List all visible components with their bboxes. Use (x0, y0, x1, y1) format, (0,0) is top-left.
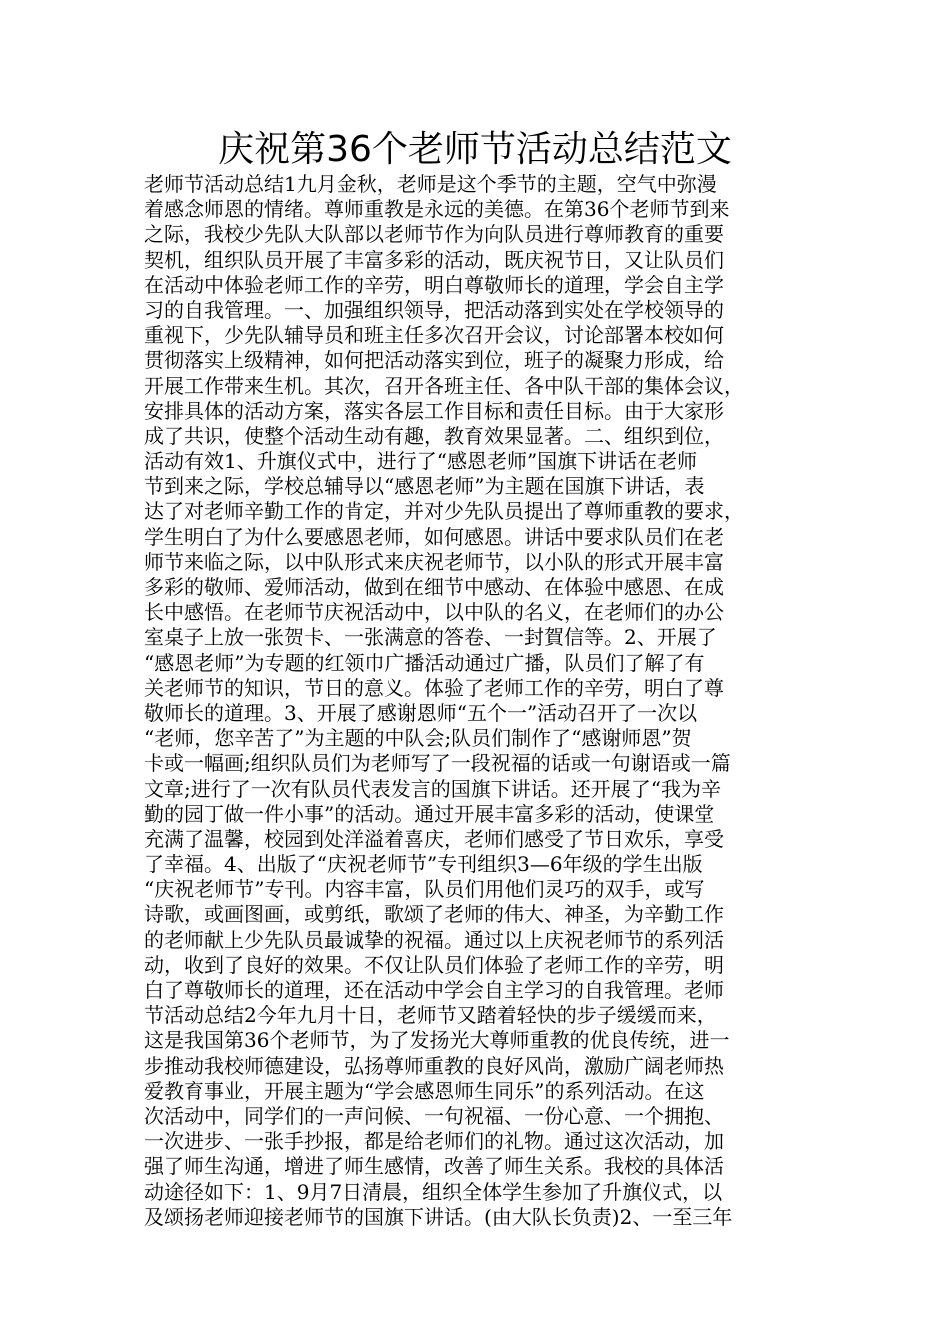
body-text-line: 及颂扬老师迎接老师节的国旗下讲话。(由大队长负责)2、一至三年 (144, 1204, 733, 1229)
body-text-line: 强了师生沟通，增进了师生感情，改善了师生关系。我校的具体活 (144, 1154, 724, 1179)
body-text-line: 多彩的敬师、爱师活动，做到在细节中感动、在体验中感恩、在成 (144, 575, 724, 599)
body-text-line: 习的自我管理。一、加强组织领导，把活动落到实处在学校领导的 (144, 297, 724, 322)
body-text-line: 了幸福。4、出版了“庆祝老师节”专刊组织3—6年级的学生出版 (144, 852, 703, 877)
body-text-line: 一次进步、一张手抄报，都是给老师们的礼物。通过这次活动，加 (144, 1129, 724, 1154)
body-text-line: 诗歌，或画图画，或剪纸，歌颂了老师的伟大、神圣，为辛勤工作 (144, 902, 724, 927)
body-text-line: 之际，我校少先队大队部以老师节作为向队员进行尊师教育的重要 (144, 222, 724, 247)
body-text-line: 长中感悟。在老师节庆祝活动中，以中队的名义，在老师们的办公 (144, 600, 724, 625)
body-text-line: 爱教育事业，开展主题为“学会感恩师生同乐”的系列活动。在这 (144, 1078, 705, 1103)
body-text-line: “庆祝老师节”专刊。内容丰富，队员们用他们灵巧的双手，或写 (144, 877, 705, 902)
body-text-line: 学生明白了为什么要感恩老师，如何感恩。讲话中要求队员们在老 (144, 524, 724, 549)
body-text-line: 重视下，少先队辅导员和班主任多次召开会议，讨论部署本校如何 (144, 323, 724, 348)
body-text-line: 在活动中体验老师工作的辛劳，明白尊敬师长的道理，学会自主学 (144, 272, 724, 297)
body-text-line: 节活动总结2今年九月十日，老师节又踏着轻快的步子缓缓而来， (144, 1003, 717, 1028)
body-text-line: 白了尊敬师长的道理，还在活动中学会自主学习的自我管理。老师 (144, 978, 724, 1002)
body-text-line: 师节来临之际，以中队形式来庆祝老师节，以小队的形式开展丰富 (144, 549, 724, 574)
body-text-line: 动，收到了良好的效果。不仅让队员们体验了老师工作的辛劳，明 (144, 952, 724, 977)
body-text-line: 的老师献上少先队员最诚挚的祝福。通过以上庆祝老师节的系列活 (144, 927, 724, 952)
body-text-line: “老师，您辛苦了”为主题的中队会;队员们制作了“感谢师恩”贺 (144, 726, 692, 751)
body-text-line: 达了对老师辛勤工作的肯定，并对少先队员提出了尊师重教的要求， (144, 499, 744, 524)
body-text-line: 这是我国第36个老师节，为了发扬光大尊师重教的优良传统，进一 (144, 1028, 730, 1053)
body-text-line: 关老师节的知识，节日的意义。体验了老师工作的辛劳，明白了尊 (144, 675, 724, 700)
body-text-line: 卡或一幅画;组织队员们为老师写了一段祝福的话或一句谢语或一篇 (144, 751, 731, 776)
body-text-line: 步推动我校师德建设，弘扬尊师重教的良好风尚，激励广阔老师热 (144, 1053, 724, 1078)
body-text-line: 动途径如下：1、9月7日清晨，组织全体学生参加了升旗仪式，以 (144, 1179, 723, 1204)
body-text-line: 勤的园丁做一件小事”的活动。通过开展丰富多彩的活动，使课堂 (144, 801, 715, 826)
body-text-line: 契机，组织队员开展了丰富多彩的活动，既庆祝节日，又让队员们 (144, 247, 724, 272)
body-text-line: 贯彻落实上级精神，如何把活动落实到位，班子的凝聚力形成，给 (144, 348, 724, 373)
body-text-line: 老师节活动总结1九月金秋，老师是这个季节的主题，空气中弥漫 (144, 172, 717, 196)
body-text-line: 安排具体的活动方案，落实各层工作目标和责任目标。由于大家形 (144, 398, 724, 423)
body-text-line: 开展工作带来生机。其次，召开各班主任、各中队干部的集体会议， (144, 373, 744, 398)
body-text-line: 着感念师恩的情绪。尊师重教是永远的美德。在第36个老师节到来 (144, 197, 730, 222)
body-text-line: 活动有效1、升旗仪式中，进行了“感恩老师”国旗下讲话在老师 (144, 449, 698, 474)
body-text-line: 节到来之际，学校总辅导以“感恩老师”为主题在国旗下讲话，表 (144, 474, 705, 499)
body-text-line: 充满了温馨，校园到处洋溢着喜庆，老师们感受了节日欢乐，享受 (144, 826, 724, 851)
body-text-line: 敬师长的道理。3、开展了感谢恩师“五个一”活动召开了一次以 (144, 700, 698, 725)
body-text-line: 室桌子上放一张贺卡、一张满意的答卷、一封賀信等。2、开展了 (144, 625, 717, 650)
document-body (144, 172, 808, 1230)
body-text-line: 文章;进行了一次有队员代表发言的国旗下讲话。还开展了“我为辛 (144, 776, 721, 801)
body-text-line: “感恩老师”为专题的红领巾广播活动通过广播，队员们了解了有 (144, 650, 705, 675)
document-title: 庆祝第36个老师节活动总结范文 (218, 129, 732, 170)
body-text-line: 次活动中，同学们的一声问候、一句祝福、一份心意、一个拥抱、 (144, 1103, 724, 1128)
body-text-line: 成了共识，使整个活动生动有趣，教育效果显著。二、组织到位， (144, 423, 724, 448)
